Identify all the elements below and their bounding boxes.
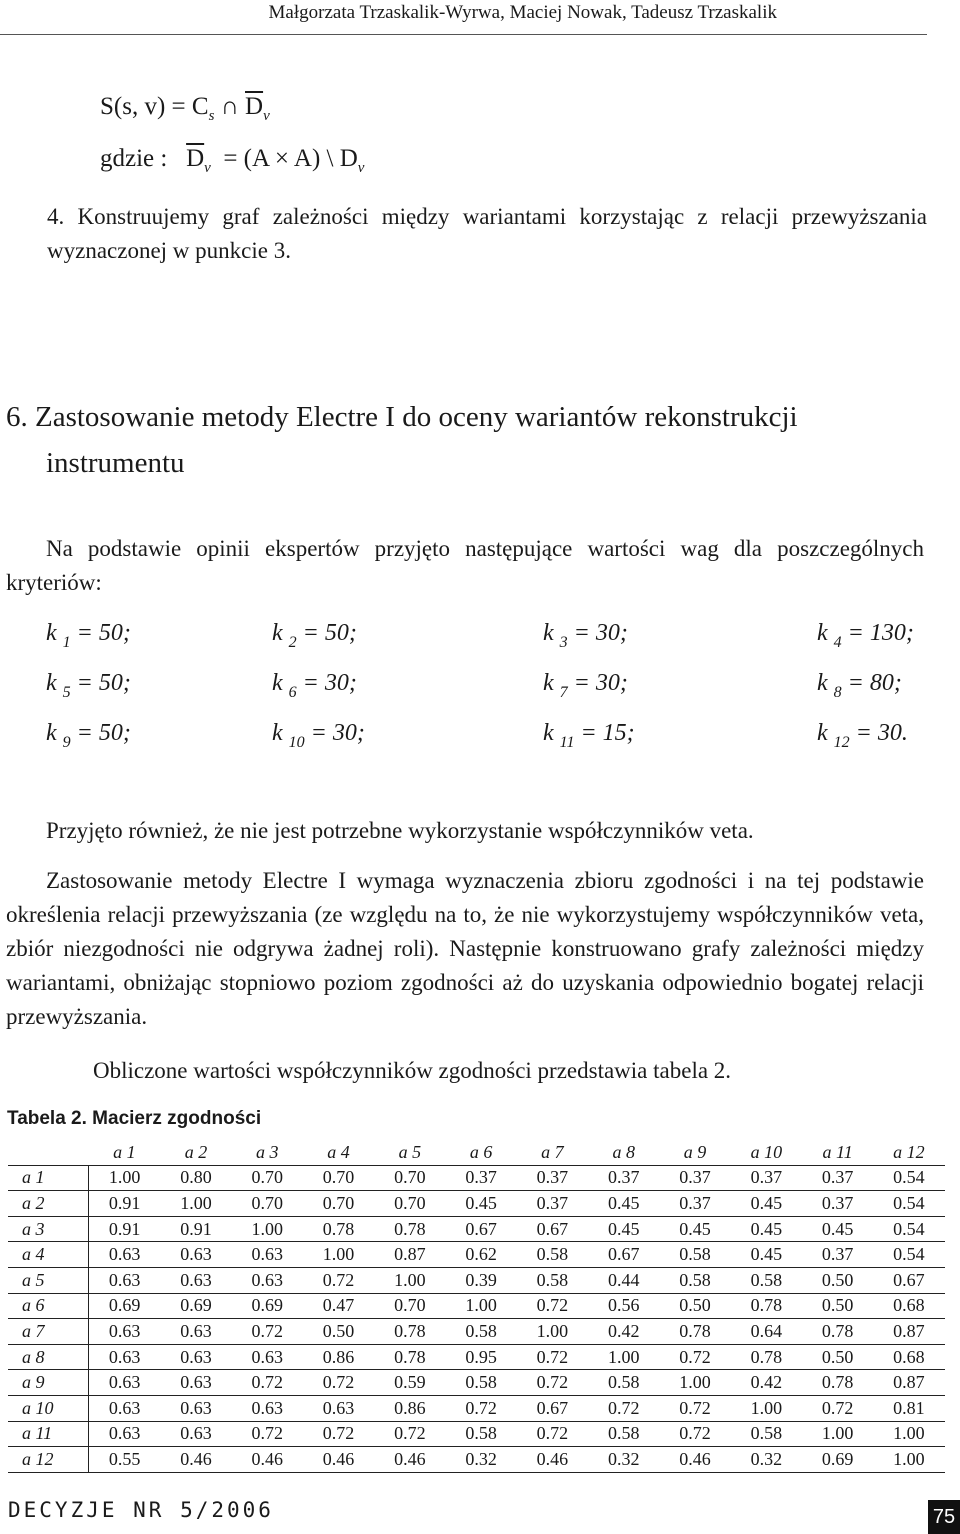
table-cell: 0.37 (659, 1191, 730, 1217)
table-cell: 0.42 (731, 1370, 802, 1396)
table-cell: 0.37 (517, 1165, 588, 1191)
table-cell: 0.58 (445, 1319, 516, 1345)
table-cell: 0.72 (232, 1370, 303, 1396)
table-cell: 0.45 (588, 1216, 659, 1242)
weight-value: = 50; (70, 620, 131, 646)
table-row (8, 1395, 945, 1421)
formula1-cap: ∩ (220, 93, 239, 120)
table-cell: 1.00 (517, 1319, 588, 1345)
weight-symbol: k (272, 720, 283, 746)
table-cell: 0.54 (873, 1165, 944, 1191)
row-header: a 2 (8, 1191, 89, 1217)
weight-index: 4 (833, 634, 842, 651)
table-cell: 0.46 (374, 1447, 445, 1473)
weight-k6 (272, 670, 357, 702)
table-cell: 0.55 (89, 1447, 161, 1473)
table-cell: 0.45 (731, 1242, 802, 1268)
table-cell: 0.32 (445, 1447, 516, 1473)
table-cell: 0.72 (303, 1267, 374, 1293)
table-row (8, 1370, 945, 1396)
table-cell: 0.50 (659, 1293, 730, 1319)
table-cell: 0.78 (731, 1344, 802, 1370)
table-cell: 0.63 (160, 1421, 231, 1447)
row-header: a 7 (8, 1319, 89, 1345)
section-heading (6, 398, 798, 482)
table-caption: Tabela 2. Macierz zgodności (7, 1108, 262, 1129)
table-cell: 0.87 (873, 1370, 944, 1396)
table-cell: 0.70 (374, 1191, 445, 1217)
table-cell: 0.39 (445, 1267, 516, 1293)
weight-index: 12 (833, 734, 850, 751)
table-cell: 0.67 (517, 1216, 588, 1242)
table-cell: 0.37 (802, 1191, 873, 1217)
table-cell: 0.45 (588, 1191, 659, 1217)
weight-k10 (272, 720, 365, 752)
weight-k3 (543, 620, 628, 652)
table-cell: 0.58 (731, 1267, 802, 1293)
table-cell: 0.58 (445, 1421, 516, 1447)
table-cell: 0.70 (303, 1165, 374, 1191)
table-cell: 0.78 (303, 1216, 374, 1242)
column-header: a 6 (445, 1140, 516, 1165)
table-cell: 0.63 (160, 1344, 231, 1370)
table-cell: 1.00 (659, 1370, 730, 1396)
table-cell: 0.46 (659, 1447, 730, 1473)
table-cell: 0.54 (873, 1242, 944, 1268)
weight-index: 11 (559, 734, 575, 751)
table-cell: 0.72 (517, 1344, 588, 1370)
table-cell: 0.78 (802, 1319, 873, 1345)
weight-k5 (46, 670, 131, 702)
electre-paragraph: Zastosowanie metody Electre I wymaga wyznaczenia zbioru zgodności i na tej podstawie określenia relacji przewyższania (ze względu na to, że nie wykorzystujemy współczynników veta, zbiór niezgodności nie odgrywa żadnej roli). Następnie konstruowano grafy zależności między wariantami, obniżając stopniowo poziom zgodności aż do uzyskania odpowiednio bogatej relacji przewyższania. (6, 868, 924, 1029)
table-cell: 0.58 (588, 1421, 659, 1447)
weight-symbol: k (817, 620, 828, 646)
column-header: a 3 (232, 1140, 303, 1165)
table-cell: 0.46 (303, 1447, 374, 1473)
table-cell: 0.54 (873, 1191, 944, 1217)
table-cell: 0.32 (588, 1447, 659, 1473)
table-cell: 0.46 (517, 1447, 588, 1473)
table-cell: 0.72 (517, 1293, 588, 1319)
weight-k9 (46, 720, 131, 752)
table-cell: 0.78 (802, 1370, 873, 1396)
table-cell: 1.00 (873, 1447, 944, 1473)
column-header: a 10 (731, 1140, 802, 1165)
weight-symbol: k (543, 720, 554, 746)
weight-symbol: k (543, 670, 554, 696)
weight-k4 (817, 620, 914, 652)
table-cell: 0.63 (89, 1370, 161, 1396)
formula1-c-sub: s (208, 108, 215, 124)
table-cell: 1.00 (873, 1421, 944, 1447)
table-cell: 0.37 (802, 1242, 873, 1268)
table-cell: 0.68 (873, 1344, 944, 1370)
running-header (0, 0, 927, 35)
table-cell: 0.72 (517, 1370, 588, 1396)
column-header: a 4 (303, 1140, 374, 1165)
table-cell: 0.63 (89, 1344, 161, 1370)
weight-k2 (272, 620, 357, 652)
table-cell: 0.59 (374, 1370, 445, 1396)
table-cell: 0.87 (873, 1319, 944, 1345)
weight-k8 (817, 670, 902, 702)
weight-index: 1 (62, 634, 71, 651)
table-cell: 0.62 (445, 1242, 516, 1268)
table-cell: 0.58 (659, 1242, 730, 1268)
table-cell: 0.70 (374, 1165, 445, 1191)
table-cell: 0.81 (873, 1395, 944, 1421)
table-cell: 0.78 (374, 1344, 445, 1370)
table-cell: 0.78 (374, 1216, 445, 1242)
table-cell: 0.37 (445, 1165, 516, 1191)
table-cell: 0.78 (374, 1319, 445, 1345)
formula-complement (100, 145, 364, 177)
formula2-rhs: = (A × A) \ D (223, 145, 358, 172)
column-header: a 1 (89, 1140, 161, 1165)
weight-symbol: k (272, 620, 283, 646)
table-cell: 1.00 (160, 1191, 231, 1217)
journal-footer: DECYZJE NR 5/2006 (8, 1498, 274, 1522)
table-cell: 0.63 (160, 1395, 231, 1421)
row-header: a 10 (8, 1395, 89, 1421)
weight-k12 (817, 720, 908, 752)
row-header: a 3 (8, 1216, 89, 1242)
table-cell: 0.72 (232, 1319, 303, 1345)
table-cell: 0.63 (232, 1395, 303, 1421)
table-cell: 0.63 (160, 1242, 231, 1268)
row-header: a 8 (8, 1344, 89, 1370)
table-cell: 1.00 (232, 1216, 303, 1242)
table-row (8, 1421, 945, 1447)
table-cell: 0.50 (802, 1267, 873, 1293)
weight-value: = 30; (567, 620, 628, 646)
table-cell: 0.70 (232, 1165, 303, 1191)
table-cell: 0.68 (873, 1293, 944, 1319)
table-intro: Obliczone wartości współczynników zgodności przedstawia tabela 2. (93, 1058, 732, 1083)
weight-k1 (46, 620, 131, 652)
table-cell: 0.72 (659, 1395, 730, 1421)
table-cell: 0.58 (517, 1267, 588, 1293)
weight-value: = 30; (567, 670, 628, 696)
table-cell: 0.72 (802, 1395, 873, 1421)
table-cell: 0.32 (731, 1447, 802, 1473)
table-cell: 0.67 (588, 1242, 659, 1268)
table-cell: 0.72 (588, 1395, 659, 1421)
table-cell: 0.64 (731, 1319, 802, 1345)
weight-value: = 80; (841, 670, 902, 696)
table-cell: 0.95 (445, 1344, 516, 1370)
table-cell: 0.72 (232, 1421, 303, 1447)
formula2-d: $\overline{D}$ (186, 145, 205, 172)
weight-index: 10 (288, 734, 305, 751)
table-cell: 0.56 (588, 1293, 659, 1319)
formula1-d-sub: v (263, 108, 270, 124)
concordance-matrix (8, 1140, 945, 1473)
table-row (8, 1447, 945, 1473)
weight-index: 9 (62, 734, 71, 751)
table-cell: 0.70 (303, 1191, 374, 1217)
table-row (8, 1344, 945, 1370)
table-cell: 0.44 (588, 1267, 659, 1293)
table-cell: 0.72 (517, 1421, 588, 1447)
table-cell: 0.63 (160, 1267, 231, 1293)
weight-index: 3 (559, 634, 568, 651)
table-cell: 1.00 (802, 1421, 873, 1447)
weight-index: 7 (559, 684, 568, 701)
column-header: a 11 (802, 1140, 873, 1165)
row-header: a 1 (8, 1165, 89, 1191)
weight-value: = 30; (304, 720, 365, 746)
table-cell: 0.58 (659, 1267, 730, 1293)
table-cell: 0.50 (802, 1293, 873, 1319)
table-cell: 0.67 (517, 1395, 588, 1421)
table-cell: 0.50 (802, 1344, 873, 1370)
weight-value: = 30. (849, 720, 908, 746)
column-header: a 12 (873, 1140, 944, 1165)
table-cell: 0.63 (160, 1370, 231, 1396)
page-number: 75 (928, 1500, 960, 1534)
table-cell: 0.63 (89, 1395, 161, 1421)
table-cell: 0.91 (89, 1191, 161, 1217)
weight-symbol: k (46, 670, 57, 696)
weight-value: = 30; (296, 670, 357, 696)
table-cell: 0.72 (303, 1370, 374, 1396)
formula1-lhs: S(s, v) (100, 93, 166, 120)
table-cell: 0.58 (445, 1370, 516, 1396)
table-cell: 0.58 (588, 1370, 659, 1396)
table-cell: 1.00 (89, 1165, 161, 1191)
table-cell: 0.69 (89, 1293, 161, 1319)
table-corner (8, 1140, 89, 1165)
weight-index: 8 (833, 684, 842, 701)
table-cell: 0.72 (659, 1421, 730, 1447)
table-cell: 1.00 (731, 1395, 802, 1421)
table-cell: 0.67 (445, 1216, 516, 1242)
table-cell: 0.69 (160, 1293, 231, 1319)
row-header: a 12 (8, 1447, 89, 1473)
table-cell: 0.45 (445, 1191, 516, 1217)
table-cell: 0.45 (731, 1191, 802, 1217)
table-cell: 0.37 (517, 1191, 588, 1217)
weight-symbol: k (46, 720, 57, 746)
table-cell: 0.63 (303, 1395, 374, 1421)
table-cell: 0.46 (232, 1447, 303, 1473)
table-row (8, 1242, 945, 1268)
formula-outranking (100, 93, 270, 125)
table-cell: 0.37 (731, 1165, 802, 1191)
table-cell: 0.72 (659, 1344, 730, 1370)
weight-value: = 50; (70, 670, 131, 696)
table-cell: 0.50 (303, 1319, 374, 1345)
table-cell: 0.45 (731, 1216, 802, 1242)
weight-index: 2 (288, 634, 297, 651)
table-cell: 0.63 (232, 1267, 303, 1293)
table-cell: 1.00 (374, 1267, 445, 1293)
table-cell: 0.63 (232, 1344, 303, 1370)
weight-value: = 50; (296, 620, 357, 646)
weight-symbol: k (46, 620, 57, 646)
weight-index: 6 (288, 684, 297, 701)
table-cell: 0.63 (89, 1267, 161, 1293)
table-row (8, 1216, 945, 1242)
table-cell: 0.37 (659, 1165, 730, 1191)
table-cell: 0.45 (802, 1216, 873, 1242)
weight-k7 (543, 670, 628, 702)
formula1-d: $\overline{D}$ (245, 93, 264, 120)
table-cell: 0.86 (303, 1344, 374, 1370)
authors: Małgorzata Trzaskalik-Wyrwa, Maciej Nowak, Tadeusz Trzaskalik (268, 2, 777, 23)
row-header: a 4 (8, 1242, 89, 1268)
table-cell: 1.00 (588, 1344, 659, 1370)
table-cell: 1.00 (445, 1293, 516, 1319)
table-cell: 0.69 (232, 1293, 303, 1319)
table-cell: 0.42 (588, 1319, 659, 1345)
table-cell: 0.63 (89, 1421, 161, 1447)
column-header: a 5 (374, 1140, 445, 1165)
column-header: a 9 (659, 1140, 730, 1165)
table-cell: 0.46 (160, 1447, 231, 1473)
table-cell: 0.91 (160, 1216, 231, 1242)
table-cell: 0.86 (374, 1395, 445, 1421)
table-cell: 0.72 (303, 1421, 374, 1447)
table-cell: 0.63 (160, 1319, 231, 1345)
table-cell: 0.70 (232, 1191, 303, 1217)
row-header: a 5 (8, 1267, 89, 1293)
table-cell: 0.91 (89, 1216, 161, 1242)
weight-value: = 50; (70, 720, 131, 746)
table-cell: 0.72 (445, 1395, 516, 1421)
table-cell: 0.54 (873, 1216, 944, 1242)
table-row (8, 1191, 945, 1217)
table-cell: 0.37 (802, 1165, 873, 1191)
weight-value: = 15; (574, 720, 635, 746)
table-cell: 0.70 (374, 1293, 445, 1319)
table-cell: 0.58 (517, 1242, 588, 1268)
weight-symbol: k (543, 620, 554, 646)
table-cell: 0.63 (232, 1242, 303, 1268)
formula1-c: C (191, 93, 209, 120)
weight-k11 (543, 720, 635, 752)
step-4: 4. Konstruujemy graf zależności między wariantami korzystając z relacji przewyższania wyznaczonej w punkcie 3. (47, 204, 927, 263)
row-header: a 9 (8, 1370, 89, 1396)
table-row (8, 1267, 945, 1293)
table-cell: 0.58 (731, 1421, 802, 1447)
table-cell: 0.69 (802, 1447, 873, 1473)
table-row (8, 1319, 945, 1345)
table-cell: 0.78 (731, 1293, 802, 1319)
formula2-label: gdzie : (100, 145, 168, 172)
table-cell: 0.72 (374, 1421, 445, 1447)
weight-symbol: k (817, 670, 828, 696)
weight-index: 5 (62, 684, 71, 701)
formula2-rhs-sub: v (357, 160, 365, 176)
formula2-d-sub: v (204, 160, 211, 176)
formula1-eq: = (171, 93, 186, 120)
row-header: a 6 (8, 1293, 89, 1319)
table-cell: 0.47 (303, 1293, 374, 1319)
column-header: a 7 (517, 1140, 588, 1165)
table-cell: 0.37 (588, 1165, 659, 1191)
table-row (8, 1293, 945, 1319)
table-cell: 0.78 (659, 1319, 730, 1345)
table-cell: 0.63 (89, 1242, 161, 1268)
intro-paragraph: Na podstawie opinii ekspertów przyjęto następujące wartości wag dla poszczególnych kryteriów: (6, 536, 924, 595)
table-header-row (8, 1140, 945, 1165)
table-cell: 0.80 (160, 1165, 231, 1191)
table-row (8, 1165, 945, 1191)
column-header: a 8 (588, 1140, 659, 1165)
table-cell: 0.67 (873, 1267, 944, 1293)
weight-symbol: k (817, 720, 828, 746)
table-cell: 0.45 (659, 1216, 730, 1242)
column-header: a 2 (160, 1140, 231, 1165)
weight-symbol: k (272, 670, 283, 696)
row-header: a 11 (8, 1421, 89, 1447)
veto-sentence: Przyjęto również, że nie jest potrzebne wykorzystanie współczynników veta. (46, 818, 754, 843)
table-cell: 0.63 (89, 1319, 161, 1345)
weight-value: = 130; (841, 620, 914, 646)
table-cell: 1.00 (303, 1242, 374, 1268)
table-cell: 0.87 (374, 1242, 445, 1268)
section-heading-line1: 6. Zastosowanie metody Electre I do oceny wariantów rekonstrukcji (6, 401, 798, 433)
section-heading-line2: instrumentu (46, 447, 185, 479)
